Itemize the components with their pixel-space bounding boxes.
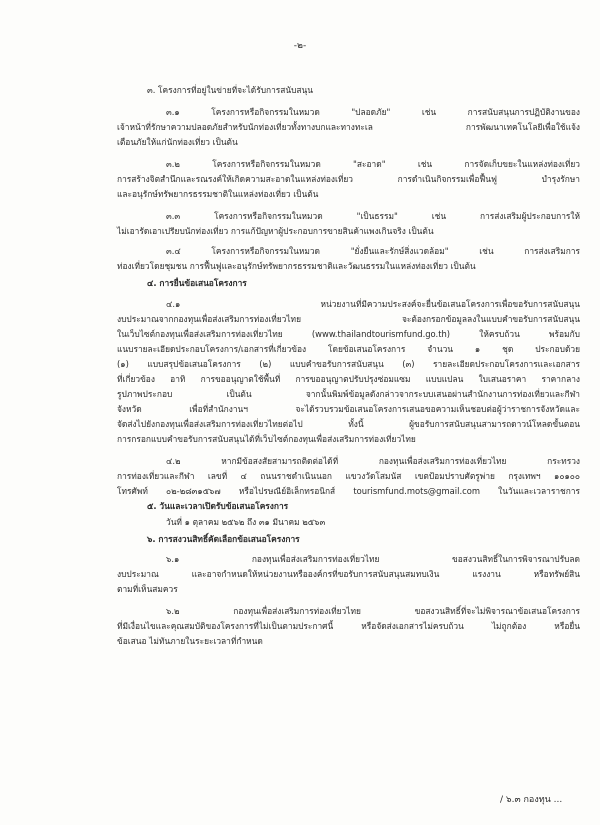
text-line: และอนุรักษ์ทรัพยากรธรรมชาติในแหล่งท่องเที่ยว เป็นต้น <box>117 189 319 199</box>
text-line: ในเว็บไซต์กองทุนเพื่อส่งเสริมการท่องเที่ยวไทย (www.thailandtourismfund.go.th) ให้ครบถ้วน พร้อมกับ <box>117 329 580 339</box>
continuation-footer: / ๖.๓ กองทุน ... <box>500 795 563 805</box>
text-line: จังหวัด เพื่อที่สำนักงานฯ จะได้รวบรวมข้อเสนอโครงการเสนอขอความเห็นชอบต่อผู้ว่าราชการจังหวัดและ <box>117 404 580 414</box>
text-line: ๓.๓ โครงการหรือกิจกรรมในหมวด "เป็นธรรม" เช่น การส่งเสริมผู้ประกอบการให้ <box>166 211 580 221</box>
text-line: รูปภาพประกอบ เป็นต้น จากนั้นพิมพ์ข้อมูลดังกล่าวจากระบบเสนอผ่านสำนักงานการท่องเที่ยวและกีฬา <box>117 389 580 399</box>
text-line: ๔. การยื่นข้อเสนอโครงการ <box>147 278 247 288</box>
text-line: ๔.๑ หน่วยงานที่มีความประสงค์จะยื่นข้อเสนอโครงการเพื่อขอรับการสนับสนุน <box>166 299 580 309</box>
text-line: ข้อเสนอ ไม่ทันภายในระยะเวลาที่กำหนด <box>117 636 263 646</box>
text-line: ๓. โครงการที่อยู่ในข่ายที่จะได้รับการสนับสนุน <box>147 85 313 95</box>
text-line: ๓.๔ โครงการหรือกิจกรรมในหมวด "ยั่งยืนและรักษ์สิ่งแวดล้อม" เช่น การส่งเสริมการ <box>166 246 580 256</box>
text-line: ๕. วันและเวลาเปิดรับข้อเสนอโครงการ <box>147 501 289 511</box>
text-line: เจ้าหน้าที่รักษาความปลอดภัยสำหรับนักท่องเที่ยวทั้งทางบกและทางทะเล การพัฒนาเทคโนโลยีเพื่อใช้แจ้ง <box>117 122 580 132</box>
text-line: (๑) แบบสรุปข้อเสนอโครงการ (๒) แบบคำขอรับการสนับสนุน (๓) รายละเอียดประกอบโครงการและเอกสาร <box>117 359 580 369</box>
text-line: เตือนภัยให้แก่นักท่องเที่ยว เป็นต้น <box>117 137 238 147</box>
text-line: การท่องเที่ยวและกีฬา เลขที่ ๔ ถนนราชดำเนินนอก แขวงวัดโสมนัส เขตป้อมปราบศัตรูพ่าย กรุงเทพฯ ๑๐๑๐๐ <box>117 471 580 481</box>
page-number: -๒- <box>293 41 307 51</box>
text-line: วันที่ ๑ ตุลาคม ๒๕๖๒ ถึง ๓๑ มีนาคม ๒๕๖๓ <box>166 517 326 527</box>
text-line: ที่เกี่ยวข้อง อาทิ การขออนุญาตใช้พื้นที่ การขออนุญาตปรับปรุงซ่อมแซม แบบแปลน ใบเสนอราคา ราคากลาง <box>117 374 580 384</box>
text-line: ตามที่เห็นสมควร <box>117 584 178 594</box>
text-line: การสร้างจิตสำนึกและรณรงค์ให้เกิดความสะอาดในแหล่งท่องเที่ยว การดำเนินกิจกรรมเพื่อฟื้นฟู บำรุงรักษา <box>117 174 580 184</box>
text-line: ๓.๒ โครงการหรือกิจกรรมในหมวด "สะอาด" เช่น การจัดเก็บขยะในแหล่งท่องเที่ยว <box>166 159 580 169</box>
text-line: ๖.๒ กองทุนเพื่อส่งเสริมการท่องเที่ยวไทย ขอสงวนสิทธิ์ที่จะไม่พิจารณาข้อเสนอโครงการ <box>166 606 580 616</box>
text-line: ๖.๑ กองทุนเพื่อส่งเสริมการท่องเที่ยวไทย ขอสงวนสิทธิ์ในการพิจารณาปรับลด <box>166 554 580 564</box>
text-line: จัดส่งไปยังกองทุนเพื่อส่งเสริมการท่องเที่ยวไทยต่อไป ทั้งนี้ ผู้ขอรับการสนับสนุนสามารถดาวน์โหลดขั้นตอน <box>117 419 580 429</box>
text-line: ๖. การสงวนสิทธิ์คัดเลือกข้อเสนอโครงการ <box>147 534 300 544</box>
text-line: ๓.๑ โครงการหรือกิจกรรมในหมวด "ปลอดภัย" เช่น การสนับสนุนการปฏิบัติงานของ <box>166 107 580 117</box>
text-line: การกรอกแบบคำขอรับการสนับสนุนได้ที่เว็บไซต์กองทุนเพื่อส่งเสริมการท่องเที่ยวไทย <box>117 434 416 444</box>
text-line: งบประมาณจากกองทุนเพื่อส่งเสริมการท่องเที่ยวไทย จะต้องกรอกข้อมูลลงในแบบคำขอรับการสนับสนุน <box>117 314 580 324</box>
text-line: แนบรายละเอียดประกอบโครงการ/เอกสารที่เกี่ยวข้อง โดยข้อเสนอโครงการ จำนวน ๑ ชุด ประกอบด้วย <box>117 344 580 354</box>
text-line: งบประมาณ และอาจกำหนดให้หน่วยงานหรือองค์กรที่ขอรับการสนับสนุนสมทบเงิน แรงงาน หรือทรัพย์สิน <box>117 569 580 579</box>
text-line: ท่องเที่ยวโดยชุมชน การฟื้นฟูและอนุรักษ์ทรัพยากรธรรมชาติและวัฒนธรรมในแหล่งท่องเที่ยว เป็นต้น <box>117 261 476 271</box>
text-line: ที่มีเงื่อนไขและคุณสมบัติของโครงการที่ไม่เป็นตามประกาศนี้ หรือจัดส่งเอกสารไม่ครบถ้วน ไม่ถูกต้อง หรือยื่น <box>117 621 580 631</box>
text-line: โทรศัพท์ ๐๒-๒๘๓๑๕๖๗ หรือไปรษณีย์อิเล็กทรอนิกส์ tourismfund.mots@gmail.com ในวันและเวลาราชการ <box>117 486 580 496</box>
text-line: ไม่เอารัดเอาเปรียบนักท่องเที่ยว การแก้ปัญหาผู้ประกอบการขายสินค้าแพงเกินจริง เป็นต้น <box>117 226 434 236</box>
text-line: ๔.๒ หากมีข้อสงสัยสามารถติดต่อได้ที่ กองทุนเพื่อส่งเสริมการท่องเที่ยวไทย กระทรวง <box>166 456 580 466</box>
